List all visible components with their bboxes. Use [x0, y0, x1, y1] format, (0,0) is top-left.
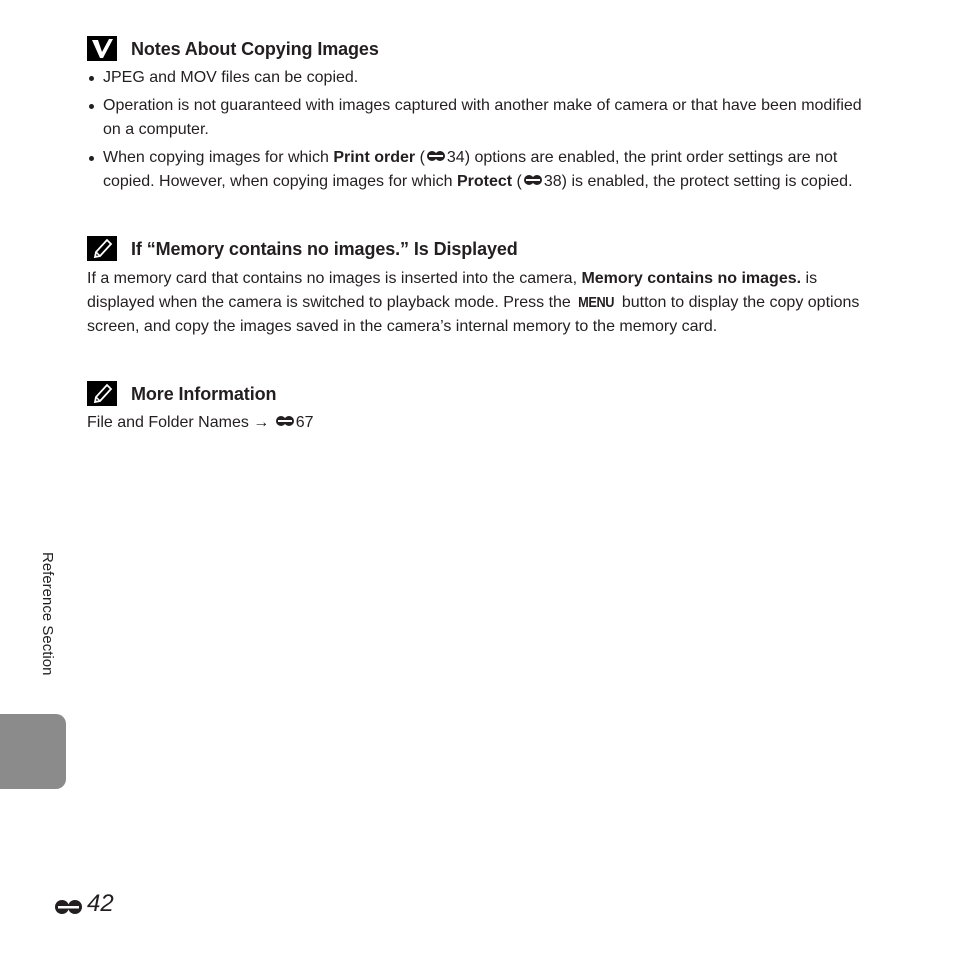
side-section-label	[38, 552, 58, 702]
reference-section-icon	[275, 415, 295, 427]
text-span: (	[415, 149, 425, 166]
reference-section-icon	[523, 174, 543, 186]
list-item	[87, 94, 877, 142]
side-label-text: Reference Section	[39, 552, 56, 676]
check-mark-icon	[87, 36, 117, 61]
list-item-text: Operation is not guaranteed with images captured with another make of camera or that have been modified on a computer.	[103, 97, 862, 138]
section-title: More Information	[131, 384, 277, 404]
menu-button-icon: MENU	[578, 294, 615, 311]
notes-copying-heading	[87, 36, 877, 62]
menu-term-print-order: Print order	[333, 149, 416, 166]
more-info-heading	[87, 381, 877, 407]
list-item-text: JPEG and MOV files can be copied.	[103, 69, 359, 86]
text-span: File and Folder Names	[87, 414, 254, 431]
text-span: When copying images for which	[103, 149, 334, 166]
page-ref[interactable]: 34	[446, 149, 465, 166]
text-span: If a memory card that contains no images is inserted into the camera,	[87, 270, 582, 287]
pencil-note-icon	[87, 381, 117, 406]
list-item	[87, 146, 877, 194]
page-ref[interactable]: 38	[543, 173, 562, 190]
memory-no-images-section	[87, 236, 877, 339]
reference-section-icon	[54, 899, 84, 920]
notes-copying-section	[87, 36, 877, 194]
memory-no-images-paragraph	[87, 267, 877, 339]
reference-section-icon	[426, 150, 446, 162]
menu-term-protect: Protect	[456, 173, 513, 190]
text-span: (	[512, 173, 522, 190]
notes-list	[87, 66, 877, 194]
memory-no-images-heading	[87, 236, 877, 262]
arrow-icon: →	[253, 414, 270, 431]
more-info-section	[87, 381, 877, 435]
pencil-note-icon	[87, 236, 117, 261]
text-span: button to display the copy options screen, and copy the images saved in the camera’s internal memory to the memory card.	[87, 294, 860, 335]
text-span: ) options are enabled, the print order settings are not copied. However, when copying images for which	[103, 149, 838, 190]
message-term: Memory contains no images.	[581, 270, 802, 287]
more-info-line	[87, 411, 877, 435]
page-number-text: 42	[87, 890, 114, 917]
section-title: Notes About Copying Images	[131, 39, 379, 59]
text-span: ) is enabled, the protect setting is copied.	[561, 173, 853, 190]
page-ref[interactable]: 67	[295, 414, 314, 431]
section-tab[interactable]	[0, 714, 66, 789]
section-title: If “Memory contains no images.” Is Displayed	[131, 239, 518, 259]
list-item	[87, 66, 877, 90]
text-span: is displayed when the camera is switched to playback mode. Press the	[87, 270, 818, 311]
